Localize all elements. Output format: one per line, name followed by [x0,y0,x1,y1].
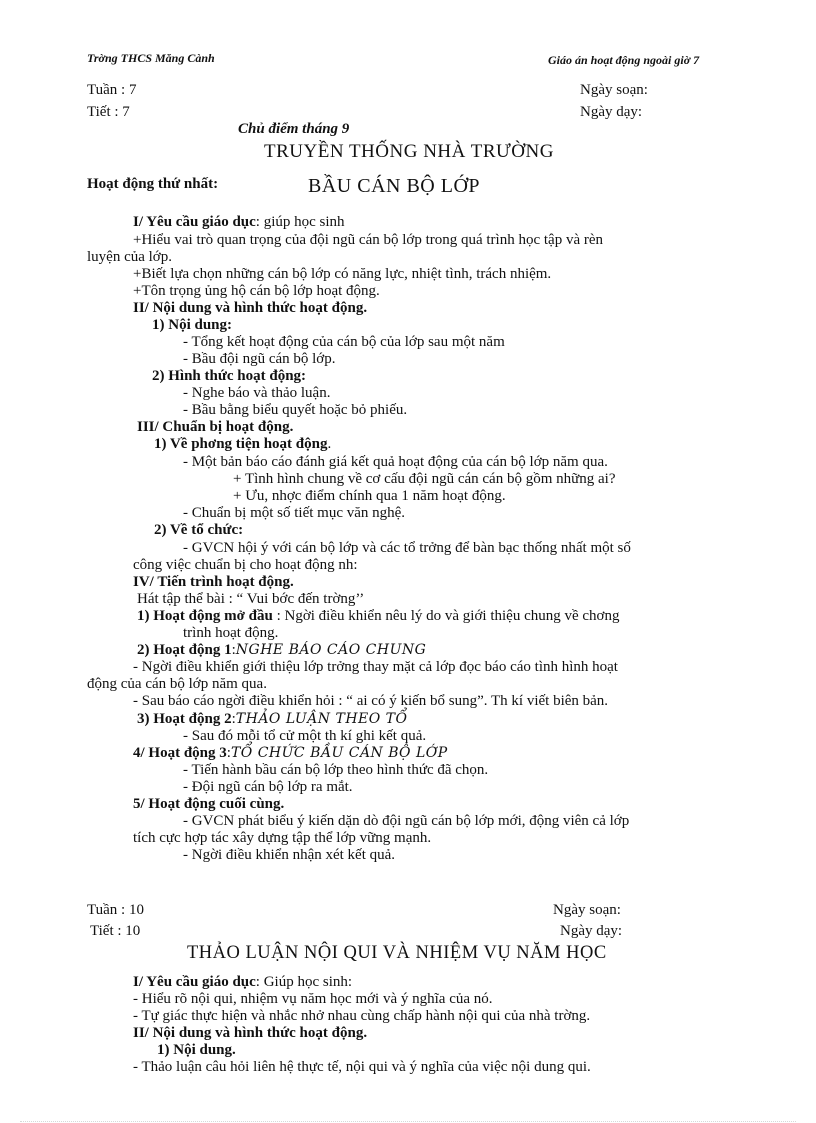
theme-label: Chủ điểm tháng 9 [238,121,350,137]
lesson1-line-31-text: : [226,745,231,761]
lesson1-line-26: - Ngời điều khiển giới thiệu lớp trởng thay mặt cả lớp đọc báo cáo tình hình hoạt [133,659,618,675]
lesson1-line-25-text: : [231,642,236,658]
lesson2-title: THẢO LUẬN NỘI QUI VÀ NHIỆM VỤ NĂM HỌC [187,943,607,963]
lesson1-line-30: - Sau đó mỗi tổ cử một th kí ghi kết quả. [183,728,427,744]
lesson1-line-32: - Tiến hành bầu cán bộ lớp theo hình thức đã chọn. [183,762,489,778]
lesson1-line-23-heading: 1) Hoạt động mở đầu [137,608,273,624]
lesson1-line-24: trình hoạt động. [183,625,279,641]
activity-title: BẦU CÁN BỘ LỚP [308,175,481,197]
lesson1-line-33: - Đội ngũ cán bộ lớp ra mắt. [183,779,353,795]
prep-date-label: Ngày soạn: [580,82,648,98]
lesson1-line-29-heading: 3) Hoạt động 2 [137,711,232,727]
lesson1-line-1: +Hiểu vai trò quan trọng của đội ngũ cán bộ lớp trong quá trình học tập và rèn [133,232,604,248]
lesson1-line-8: - Bầu đội ngũ cán bộ lớp. [183,351,336,367]
lesson1-line-29 [137,711,408,728]
lesson1-line-7: - Tổng kết hoạt động của cán bộ của lớp sau một năm [183,334,505,350]
lesson2-line-5: - Thảo luận câu hỏi liên hệ thực tế, nội qui và ý nghĩa của việc nội dung qui. [133,1059,591,1075]
lesson1-line-11: - Bầu bằng biểu quyết hoặc bỏ phiếu. [183,402,408,418]
lesson1-line-18: 2) Về tổ chức: [154,522,244,538]
prep-date-label-2: Ngày soạn: [553,902,621,918]
lesson1-line-22: Hát tập thể bài : “ Vui bớc đến trờng’’ [137,591,365,607]
lesson1-line-25-heading: 2) Hoạt động 1 [137,642,232,658]
lesson1-line-31-activity: TỔ CHỨC BẦU CÁN BỘ LỚP [230,745,448,761]
week-label-2: Tuần : 10 [87,902,144,918]
lesson1-line-4: +Tôn trọng ủng hộ cán bộ lớp hoạt động. [133,283,380,299]
lesson1-line-6: 1) Nội dung: [152,317,233,333]
lesson1-line-13-text: . [327,436,332,452]
lesson1-line-21: IV/ Tiến trình hoạt động. [133,574,294,590]
lesson1-line-34: 5/ Hoạt động cuối cùng. [133,796,285,812]
lesson1-line-10: - Nghe báo và thảo luận. [183,385,331,401]
theme-title: TRUYỀN THỐNG NHÀ TRƯỜNG [264,141,554,162]
lesson1-line-20: công việc chuẩn bị cho hoạt động nh: [133,557,358,573]
lesson1-line-19: - GVCN hội ý với cán bộ lớp và các tổ trởng để bàn bạc thống nhất một số [183,540,631,556]
lesson1-line-23-text: : Ngời điều khiển nêu lý do và giới thiệu chung về chơng [272,608,620,624]
lesson1-line-0-heading: I/ Yêu cầu giáo dục [133,214,256,230]
lesson2-line-0 [133,974,352,991]
lesson1-line-16: + Ưu, nhợc điểm chính qua 1 năm hoạt động. [233,488,506,504]
period-label: Tiết : 7 [87,104,130,120]
lesson1-line-12: III/ Chuẩn bị hoạt động. [137,419,294,435]
lesson1-line-5: II/ Nội dung và hình thức hoạt động. [133,300,368,316]
lesson1-line-36: tích cực hợp tác xây dựng tập thể lớp vững mạnh. [133,830,432,846]
lesson1-line-29-text: : [231,711,236,727]
lesson2-line-0-text: : Giúp học sinh: [255,974,353,990]
header-school: Trờng THCS Măng Cành [87,51,215,65]
lesson1-line-28: - Sau báo cáo ngời điều khiển hỏi : “ ai có ý kiến bổ sung”. Th kí viết biên bản. [133,693,609,709]
lesson1-line-9: 2) Hình thức hoạt động: [152,368,307,384]
lesson1-line-3: +Biết lựa chọn những cán bộ lớp có năng lực, nhiệt tình, trách nhiệm. [133,266,552,282]
activity-label: Hoạt động thứ nhất: [87,176,219,192]
lesson2-line-2: - Tự giác thực hiện và nhắc nhở nhau cùng chấp hành nội qui của nhà trờng. [133,1008,591,1024]
lesson2-line-0-heading: I/ Yêu cầu giáo dục [133,974,256,990]
lesson2-line-1: - Hiểu rõ nội qui, nhiệm vụ năm học mới và ý nghĩa của nó. [133,991,493,1007]
lesson2-line-3: II/ Nội dung và hình thức hoạt động. [133,1025,368,1041]
lesson1-line-13 [154,436,331,453]
lesson1-line-0-text: : giúp học sinh [255,214,345,230]
week-label: Tuần : 7 [87,82,137,98]
lesson1-line-2: luyện của lớp. [87,249,172,265]
header-subject: Giáo án hoạt động ngoài giờ 7 [548,53,700,67]
lesson1-line-25-activity: NGHE BÁO CÁO CHUNG [235,642,427,658]
teach-date-label-2: Ngày dạy: [560,923,623,939]
lesson1-line-17: - Chuẩn bị một số tiết mục văn nghệ. [183,505,406,521]
lesson1-line-35: - GVCN phát biểu ý kiến dặn dò đội ngũ cán bộ lớp mới, động viên cả lớp [183,813,630,829]
page-bottom-edge [20,1121,796,1122]
lesson1-line-14: - Một bản báo cáo đánh giá kết quả hoạt động của cán bộ lớp năm qua. [183,454,608,470]
lesson1-line-15: + Tình hình chung về cơ cấu đội ngũ cán cán bộ gồm những ai? [233,471,616,487]
lesson1-line-23 [137,608,619,625]
lesson1-line-29-activity: THẢO LUẬN THEO TỔ [235,711,408,727]
period-label-2: Tiết : 10 [90,923,141,939]
lesson1-line-0 [133,214,345,231]
lesson2-line-4: 1) Nội dung. [157,1042,236,1058]
lesson1-line-13-heading: 1) Về phơng tiện hoạt động [154,436,328,452]
lesson1-line-31-heading: 4/ Hoạt động 3 [133,745,227,761]
lesson1-line-31 [133,745,448,762]
lesson1-line-37: - Ngời điều khiển nhận xét kết quả. [183,847,396,863]
teach-date-label: Ngày dạy: [580,104,643,120]
lesson1-line-27: động của cán bộ lớp năm qua. [87,676,267,692]
lesson1-line-25 [137,642,426,659]
